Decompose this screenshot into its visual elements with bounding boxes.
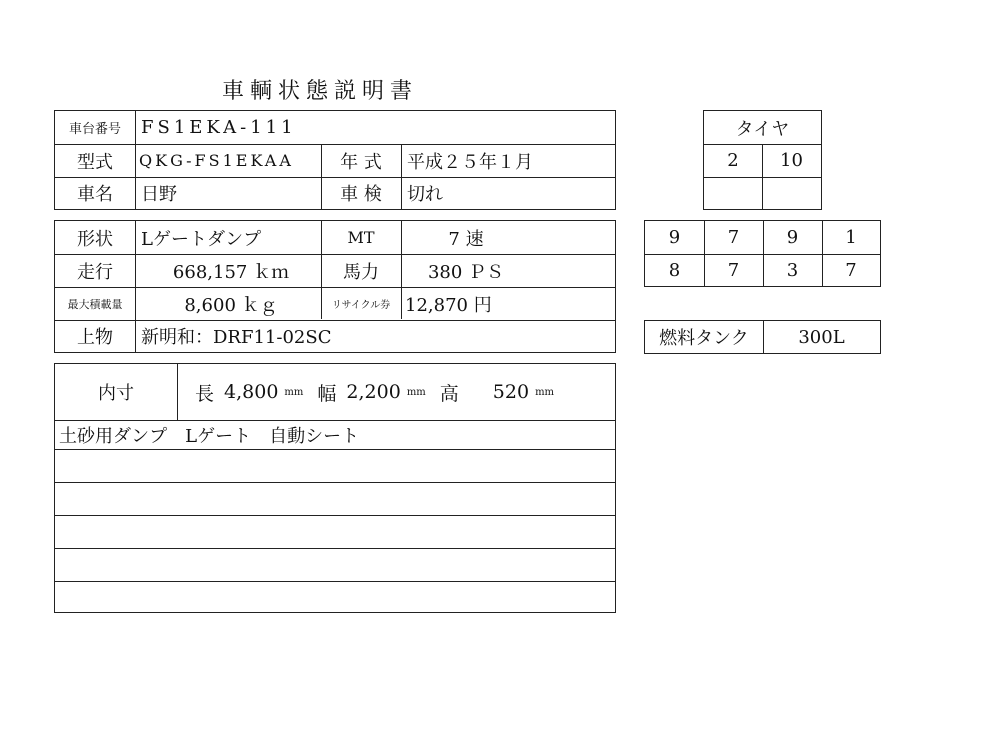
tread-cell: 7 — [727, 259, 740, 281]
chassis-number-label: 車台番号 — [68, 122, 121, 137]
tread-cell: 7 — [727, 227, 740, 248]
shape-value: Lゲートダンプ — [141, 228, 262, 250]
width-label: 幅 — [317, 382, 337, 405]
tire-header: タイヤ — [735, 118, 790, 140]
width-unit: mm — [406, 386, 426, 398]
tire-count-rear: 10 — [780, 150, 803, 171]
inspection-label: 車 検 — [340, 184, 382, 205]
tread-cell: 7 — [845, 259, 857, 281]
chassis-number-value: FS1EKA-111 — [141, 117, 297, 138]
length-unit: mm — [284, 386, 304, 398]
model-year-label: 年 式 — [340, 151, 382, 173]
tread-cell: 9 — [786, 227, 799, 248]
tread-cell: 8 — [668, 259, 681, 281]
model-year-value: 平成２５年１月 — [407, 151, 533, 173]
transmission-label: MT — [347, 228, 375, 247]
mileage-value: 668,157 ｋｍ — [172, 261, 290, 283]
height-unit: mm — [535, 386, 555, 398]
height-label: 高 — [439, 382, 459, 405]
tread-cell: 9 — [668, 227, 681, 248]
fuel-tank-table — [644, 320, 881, 354]
tire-table — [703, 110, 822, 210]
tire-count-front: 2 — [727, 150, 739, 171]
recycle-ticket-value: 12,870 円 — [405, 294, 492, 316]
vehicle-name-label: 車名 — [77, 184, 113, 205]
horsepower-label: 馬力 — [343, 261, 379, 283]
tire-tread-grid — [644, 220, 881, 287]
fuel-tank-label: 燃料タンク — [659, 328, 749, 349]
specs-table — [54, 220, 616, 353]
dimensions-notes-table — [54, 363, 616, 613]
mileage-label: 走行 — [77, 261, 113, 283]
transmission-value: 7 速 — [448, 228, 484, 250]
max-load-label: 最大積載量 — [67, 297, 123, 311]
max-load-value: 8,600 ｋｇ — [184, 294, 278, 316]
vehicle-info-table — [54, 110, 616, 210]
shape-label: 形状 — [77, 228, 113, 250]
body-label: 上物 — [77, 327, 113, 348]
vehicle-name-value: 日野 — [141, 184, 177, 205]
length-label: 長 — [195, 382, 215, 405]
tread-cell: 3 — [786, 259, 799, 281]
width-value: 2,200 — [346, 381, 401, 403]
note-line-1: 土砂用ダンプ Lゲート 自動シート — [59, 425, 360, 447]
inner-dimensions — [195, 364, 615, 420]
horsepower-value: 380 ＰＳ — [427, 261, 505, 283]
page-title: 車輌状態説明書 — [222, 79, 419, 104]
recycle-ticket-label: リサイクル券 — [331, 300, 391, 311]
length-value: 4,800 — [224, 381, 279, 403]
inspection-value: 切れ — [407, 184, 443, 205]
tread-cell: 1 — [845, 227, 857, 248]
inner-dimensions-label: 内寸 — [98, 383, 134, 404]
body-value: 新明和：DRF11-02SC — [141, 327, 332, 348]
fuel-tank-value: 300L — [798, 326, 845, 348]
height-value: 520 — [492, 381, 530, 403]
model-label: 型式 — [77, 151, 113, 173]
model-value: QKG-FS1EKAA — [139, 151, 294, 170]
